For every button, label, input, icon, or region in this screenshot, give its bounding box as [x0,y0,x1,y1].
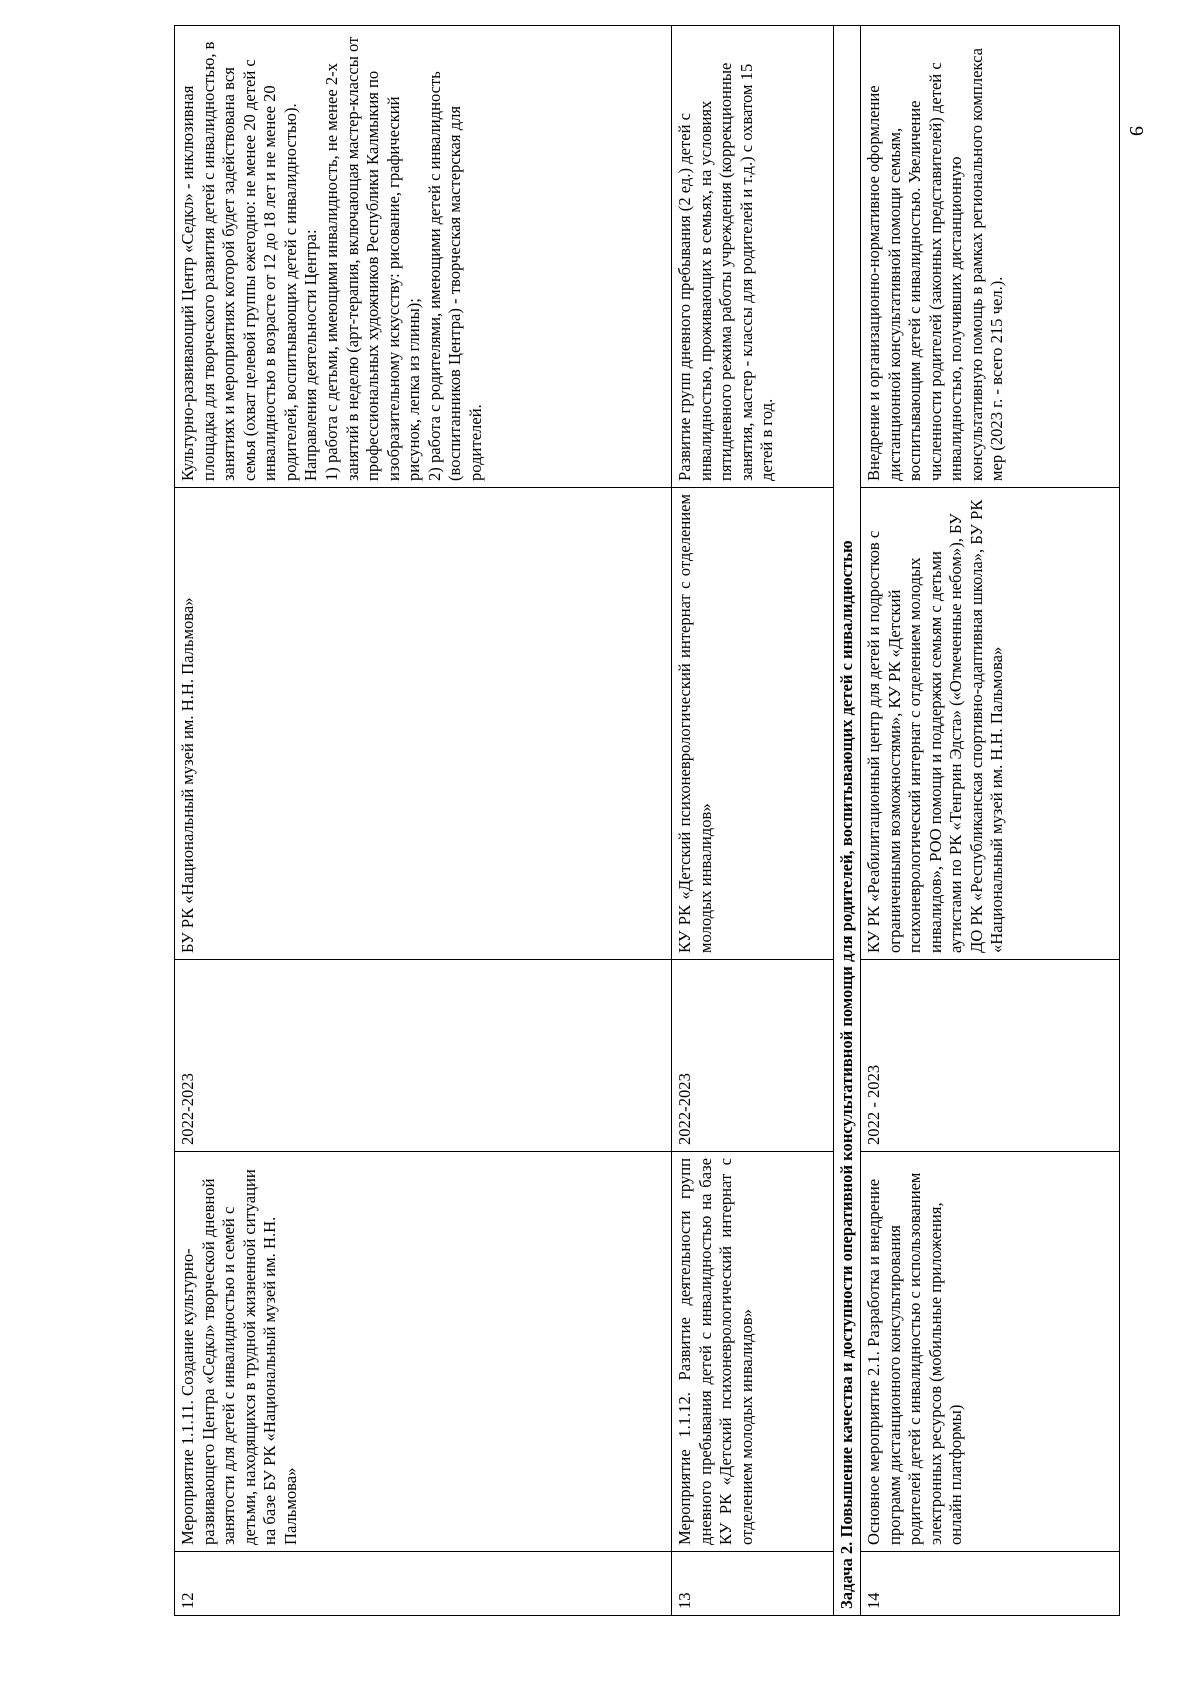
table-row [861,26,1120,1616]
table-row [672,26,834,1616]
event-cell: Мероприятие 1.1.12. Развитие деятельности групп дневного пребывания детей с инвалидностью на базе КУ РК «Детский психоневрологический интернат с отделением молодых инвалидов» [672,1152,834,1552]
row-number: 12 [175,1552,672,1616]
executor-cell: КУ РК «Реабилитационный центр для детей и подростков с ограниченными возможностями», КУ РК «Детский психоневрологический интернат с отделением молодых инвалидов», РОО помощи и поддержки семьям с детьми аутистами по РК «Тенгрин Эдста» («Отмеченные небом»), БУ ДО РК «Республиканская спортивно-адаптивная школа», БУ РК «Национальный музей им. Н.Н. Пальмова» [861,488,1120,960]
executor-cell: БУ РК «Национальный музей им. Н.Н. Пальмова» [175,488,672,960]
table-row [175,26,672,1616]
executor-cell: КУ РК «Детский психоневрологический интернат с отделением молодых инвалидов» [672,488,834,960]
row-number: 14 [861,1552,1120,1616]
years-cell: 2022-2023 [175,960,672,1152]
years-cell: 2022-2023 [672,960,834,1152]
section-title: Задача 2. Повышение качества и доступности оперативной консультативной помощи для родителей, воспитывающих детей с инвалидностью [834,26,861,1616]
event-cell: Основное мероприятие 2.1. Разработка и внедрение программ дистанционного консультирования родителей детей с инвалидностью с использованием электронных ресурсов (мобильные приложения, онлайн платформы) [861,1152,1120,1552]
result-cell: Внедрение и организационно-нормативное оформление дистанционной консультативной помощи семьям, воспитывающим детей с инвалидностью. Увеличение численности родителей (законных представителей) детей с инвалидностью, получивших дистанционную консультативную помощь в рамках регионального комплекса мер (2023 г. - всего 215 чел.). [861,26,1120,488]
row-number: 13 [672,1552,834,1616]
years-cell: 2022 - 2023 [861,960,1120,1152]
event-cell: Мероприятие 1.1.11. Создание культурно-развивающего Центра «Седкл» творческой дневной занятости для детей с инвалидностью и семей с детьми, находящихся в трудной жизненной ситуации на базе БУ РК «Национальный музей им. Н.Н. Пальмова» [175,1152,672,1552]
result-cell: Культурно-развивающий Центр «Седкл» - инклюзивная площадка для творческого развития детей с инвалидностью, в занятиях и мероприятиях которой будет задействована вся семья (охват целевой группы ежегодно: не менее 20 детей с инвалидностью в возрасте от 12 до 18 лет и не менее 20 родителей, воспитывающих детей с инвалидностью). Направления деятельности Центра: 1) работа с детьми, имеющими инвалидность, не менее 2-х занятий в неделю (арт-терапия, включающая мастер-классы от профессиональных художников Республики Калмыкия по изобразительному искусству: рисование, графический рисунок, лепка из глины); 2) работа с родителями, имеющими детей с инвалидность (воспитанников Центра) - творческая мастерская для родителей. [175,26,672,488]
section-row [834,26,861,1616]
result-cell: Развитие групп дневного пребывания (2 ед.) детей с инвалидностью, проживающих в семьях, на условиях пятидневного режима работы учреждения (коррекционные занятия, мастер - классы для родителей и т.д.) с охватом 15 детей в год. [672,26,834,488]
activities-table [174,25,1120,1616]
page-number: 9 [1125,126,1148,136]
rotated-table-container [174,26,1118,1616]
